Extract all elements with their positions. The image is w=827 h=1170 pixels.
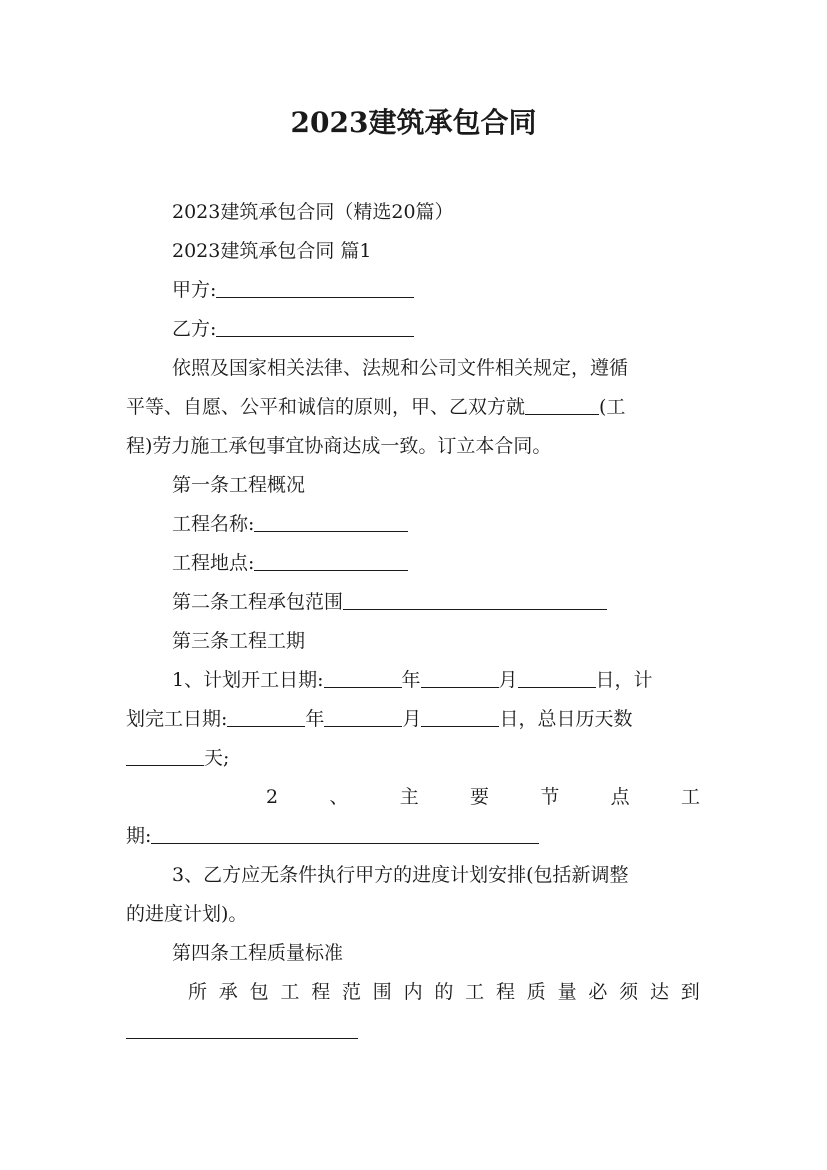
blank-field [324, 667, 402, 688]
blank-field [518, 667, 596, 688]
blank-field [421, 706, 499, 727]
blank-field [216, 277, 414, 298]
party-b-line: 乙方: [172, 315, 414, 343]
paragraph-line: 3、乙方应无条件执行甲方的进度计划安排(包括新调整 [172, 864, 629, 886]
article-heading: 第一条工程概况 [172, 474, 306, 496]
blank-field [126, 1018, 358, 1039]
paragraph-line [126, 1017, 358, 1045]
blank-field [151, 823, 539, 844]
paragraph-line: 期: [126, 822, 539, 850]
blank-field [216, 316, 414, 337]
blank-field [126, 745, 204, 766]
article-heading: 第三条工程工期 [172, 630, 306, 652]
project-location-line: 工程地点: [172, 549, 408, 577]
party-a-line: 甲方: [172, 276, 414, 304]
article-heading: 第二条工程承包范围 [172, 588, 607, 616]
paragraph-line: 依照及国家相关法律、法规和公司文件相关规定，遵循 [172, 357, 629, 379]
blank-field [324, 706, 402, 727]
paragraph-line: 划完工日期: 年 月 日，总日历天数 [126, 708, 633, 730]
justified-line: 2 、 主 要 节 点 工 [266, 786, 700, 808]
blank-field [343, 589, 607, 610]
blank-field [525, 394, 599, 415]
subtitle-line: 2023建筑承包合同（精选20篇） [172, 201, 454, 223]
blank-field [254, 511, 408, 532]
paragraph-line: 1、计划开工日期: 年 月 日，计 [172, 669, 653, 691]
project-name-line: 工程名称: [172, 510, 408, 538]
paragraph-line: 程)劳力施工承包事宜协商达成一致。订立本合同。 [126, 435, 552, 457]
paragraph-line: 的进度计划)。 [126, 903, 248, 925]
section-heading: 2023建筑承包合同 篇1 [172, 240, 372, 262]
justified-line: 所 承 包 工 程 范 围 内 的 工 程 质 量 必 须 达 到 [188, 981, 700, 1003]
blank-field [421, 667, 499, 688]
document-title: 2023建筑承包合同 [290, 106, 537, 139]
article-heading: 第四条工程质量标准 [172, 942, 344, 964]
blank-field [227, 706, 305, 727]
blank-field [254, 550, 408, 571]
paragraph-line: 平等、自愿、公平和诚信的原则，甲、乙双方就 (工 [126, 396, 626, 418]
paragraph-line: 天; [126, 744, 229, 772]
